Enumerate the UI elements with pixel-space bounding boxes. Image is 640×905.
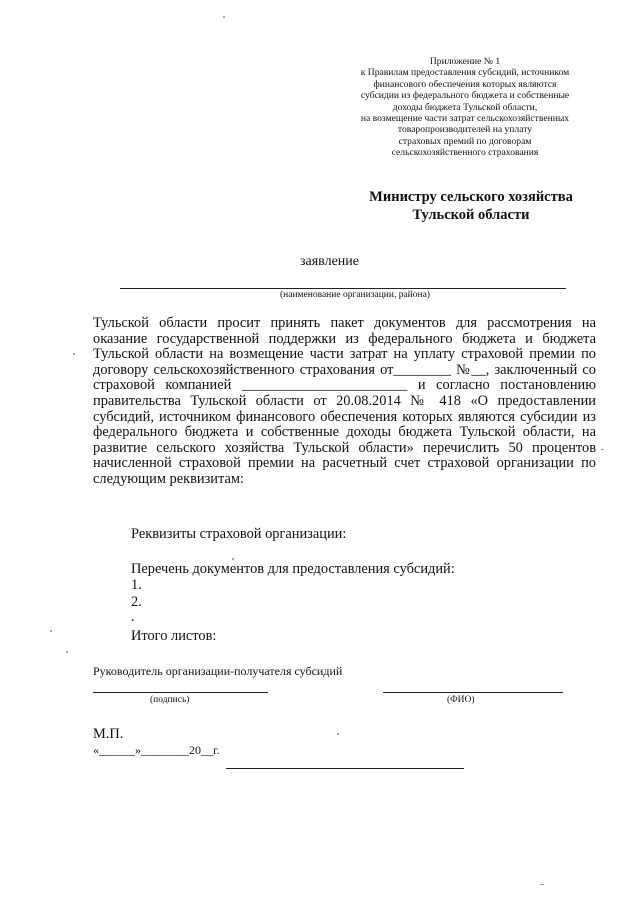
scan-speck (66, 651, 68, 653)
doc-list-title: Перечень документов для предоставления субсидий: (131, 561, 455, 577)
fio-caption: (ФИО) (447, 695, 475, 705)
body-paragraph: Тульской области просит принять пакет документов для рассмотрения на оказание государственной поддержки из федерального бюджета и бюджета Тульской области на возмещение части затрат на уплату страховой премии по договору сельскохозяйственного страхования от________ №__, заключенный со страховой компанией _______________________ и согласно постановлению правительства Тульской области от 20.08.2014 № 418 «О предоставлении субсидий, источником финансового обеспечения которых являются субсидии из федерального бюджета и собственные доходы бюджета Тульской области, на развитие сельского хозяйства Тульской области» перечислить 50 процентов начисленной страховой премии на расчетный счет страховой организации по следующим реквизитам: (93, 315, 596, 487)
scan-speck (540, 884, 544, 885)
appendix-line: к Правилам предоставления субсидий, источником (360, 67, 570, 79)
scan-speck (601, 449, 604, 450)
appendix-line: доходы бюджета Тульской области, (392, 101, 538, 113)
stamp-label: М.П. (93, 726, 124, 742)
scan-speck (337, 733, 339, 735)
head-label: Руководитель организации-получателя субсидий (93, 664, 343, 678)
appendix-line: субсидии из федерального бюджета и собственные (360, 90, 570, 102)
fio-line (383, 692, 563, 693)
signature-caption: (подпись) (150, 695, 190, 705)
appendix-block (330, 56, 600, 159)
scan-speck (232, 558, 234, 560)
addressee (340, 188, 602, 224)
requisites-label: Реквизиты страховой организации: (131, 526, 347, 542)
addressee-line: Тульской области (412, 207, 530, 223)
appendix-line: финансового обеспечения которых являются (373, 78, 557, 90)
doc-list-item: 1. (131, 577, 142, 593)
document-title: заявление (300, 254, 360, 269)
appendix-line: Приложение № 1 (429, 56, 501, 67)
appendix-line: страховых премий по договорам (398, 135, 532, 147)
doc-list-item: . (131, 609, 135, 625)
appendix-line: товаропроизводителей на уплату (397, 124, 533, 136)
appendix-line: сельскохозяйственного страхования (391, 147, 539, 159)
date-line: «______»________20__г. (93, 743, 220, 757)
signature-line (93, 692, 268, 693)
appendix-line: на возмещение части затрат сельскохозяйственных (360, 113, 570, 125)
total-sheets: Итого листов: (131, 628, 217, 644)
bottom-line (226, 768, 464, 769)
organization-caption: (наименование организации, района) (280, 290, 430, 300)
organization-line (120, 288, 566, 289)
doc-list-item: 2. (131, 594, 142, 610)
scan-speck (50, 630, 52, 632)
addressee-line: Министру сельского хозяйства (369, 189, 573, 205)
scan-speck (223, 16, 225, 18)
scan-speck (73, 353, 75, 355)
